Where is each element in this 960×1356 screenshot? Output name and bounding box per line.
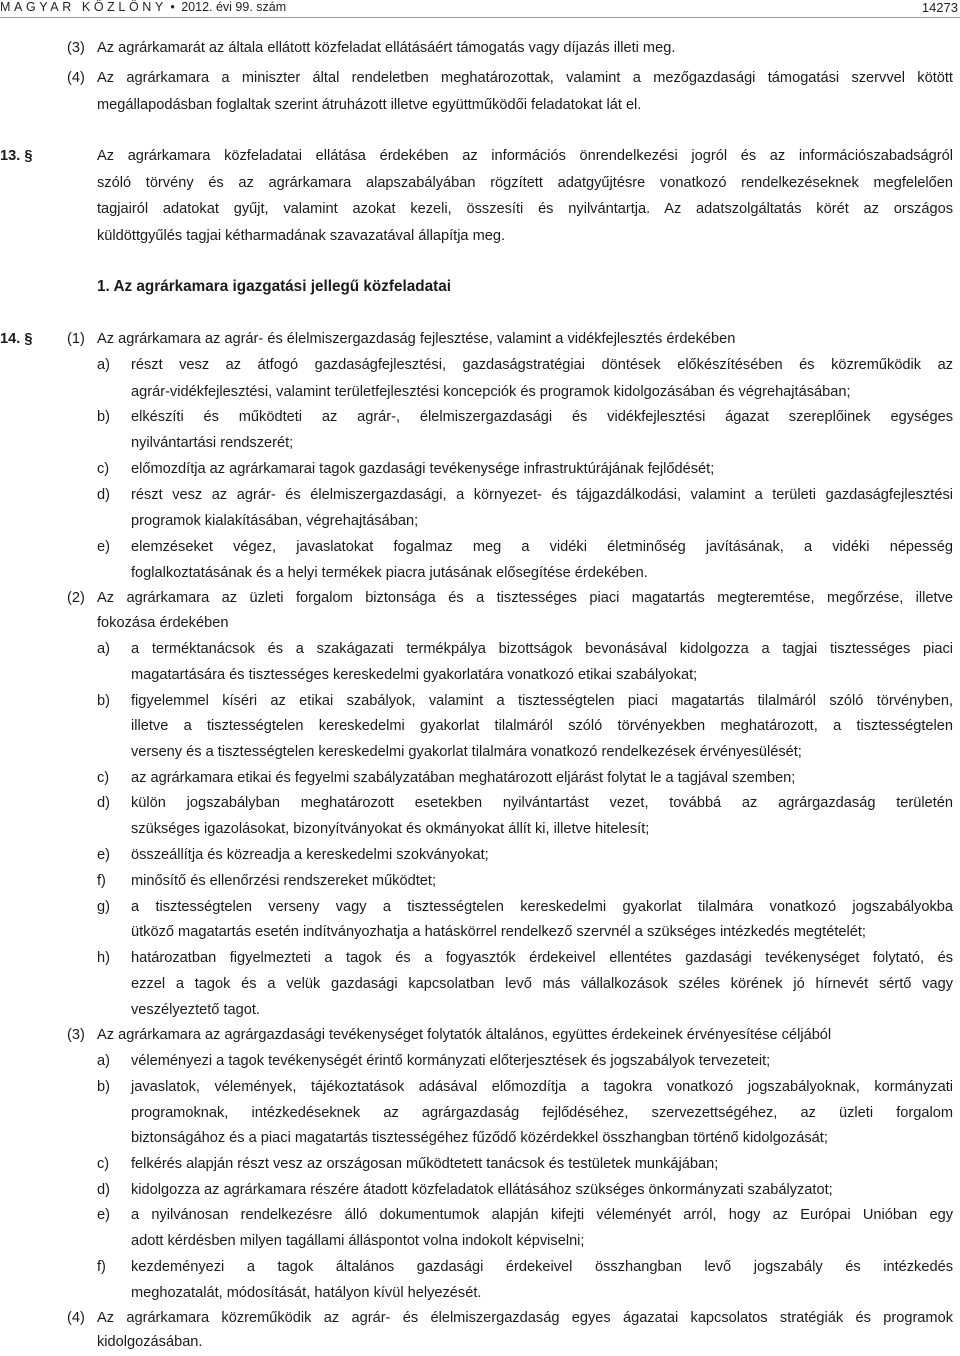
paragraph-label: (2) [67,590,85,606]
item-line: kezdeményezi a tagok általános gazdasági érdekeivel összhangban levő jogszabály és intézkedés [131,1259,953,1275]
item-line: figyelemmel kíséri az etikai szabályok, valamint a tisztességtelen piaci magatartás tilalmáról szóló törvényben, [131,693,953,709]
item-line: programoknak, intézkedéseknek az agrárgazdaság fejlődéséhez, szervezettségéhez, az üzleti forgalom [131,1105,953,1121]
page-number: 14273 [921,0,958,15]
paragraph-label: (4) [67,70,85,86]
chapter-heading: 1. Az agrárkamara igazgatási jellegű közfeladatai [97,278,451,295]
item-line: külön jogszabályban meghatározott esetekben nyilvántartást vezet, továbbá az agrárgazdaság területén [131,795,953,811]
item-label: d) [97,795,110,811]
paragraph-label: (4) [67,1310,85,1326]
paragraph-label: (3) [67,1027,85,1043]
section-line: szóló törvény és az agrárkamara alapszabályában rögzített adatgyűjtésre vonatkozó rendelkezéseknek megfelelően [97,175,953,191]
paragraph-intro: Az agrárkamara az agrárgazdasági tevékenységet folytatók általános, együttes érdekeinek érvényesítése céljából [97,1027,832,1043]
item-line: agrár-vidékfejlesztési, valamint területfejlesztési koncepciók és programok kidolgozásában és végrehajtásában; [131,384,851,400]
item-line: nyilvántartási rendszerét; [131,435,294,451]
item-label: e) [97,539,110,555]
paragraph-line: Az agrárkamara közreműködik az agrár- és élelmiszergazdaság egyes ágazatai kapcsolatos stratégiák és programok [97,1310,953,1326]
item-label: b) [97,409,110,425]
item-line: ütköző magatartás esetén indítványozhatja a hatáskörrel rendelkező szervnél a szükséges intézkedés megtételét; [131,924,866,940]
paragraph-label: (3) [67,40,85,56]
item-line: verseny és a tisztességtelen kereskedelmi gyakorlat tilalmára vonatkozó rendelkezések érvényesülését; [131,744,802,760]
item-line: veszélyeztető tagot. [131,1002,260,1018]
item-label: f) [97,1259,106,1275]
item-line: elemzéseket végez, javaslatokat fogalmaz meg a vidéki életminőség javításának, a vidéki népesség [131,539,953,555]
paragraph-label: (1) [67,331,85,347]
issue-info: 2012. évi 99. szám [181,0,287,14]
item-label: g) [97,899,110,915]
section-line: küldöttgyűlés tagjai kétharmadának szavazatával állapítja meg. [97,228,506,244]
item-label: b) [97,693,110,709]
item-line: összeállítja és közreadja a kereskedelmi szokványokat; [131,847,489,863]
paragraph-intro: Az agrárkamara az agrár- és élelmiszergazdaság fejlesztése, valamint a vidékfejlesztés érdekében [97,331,736,347]
item-line: részt vesz az agrár- és élelmiszergazdasági, a környezet- és tájgazdálkodási, valamint a területi gazdaságfejlesztési [131,487,953,503]
page-header [0,0,960,16]
section-line: tagjairól adatokat gyűjt, valamint azokat kezeli, összesíti és nyilvántartja. Az adatszolgáltatás körét az országos [97,201,953,217]
item-line: szükséges igazolásokat, bizonyítványokat és okmányokat állít ki, illetve hitelesít; [131,821,650,837]
section-label: 13. § [0,148,33,164]
item-label: a) [97,357,110,373]
item-label: h) [97,950,110,966]
item-line: minősítő és ellenőrzési rendszereket működtet; [131,873,436,889]
paragraph-text: Az agrárkamarát az általa ellátott közfeladat ellátásáért támogatás vagy díjazás illeti meg. [97,40,676,56]
item-line: ezzel a tagok és a velük gazdasági kapcsolatban levő más vállalkozások széles körének jó hírnevét sértő vagy [131,976,953,992]
item-label: a) [97,1053,110,1069]
item-line: biztonságához és a piaci magatartás tisztességéhez fűződő közérdekkel összhangban történő kidolgozását; [131,1130,828,1146]
item-line: határozatban figyelmezteti a tagok és a fogyasztók érdekeivel ellentétes gazdasági tevékenységet folytató, és [131,950,953,966]
paragraph-line: megállapodásban foglaltak szerint átruházott illetve együttműködői feladatokat lát el. [97,97,642,113]
item-line: véleményezi a tagok tevékenységét érintő kormányzati előterjesztések és jogszabályok tervezeteit; [131,1053,771,1069]
header-bullet: • [170,0,175,14]
header-divider [0,17,960,18]
section-line: Az agrárkamara közfeladatai ellátása érdekében az információs önrendelkezési jogról és az információszabadságról [97,148,953,164]
item-line: illetve a tisztességtelen kereskedelmi gyakorlat tilalmáról szóló törvényekben meghatározott, a tisztességtelen [131,718,953,734]
item-label: c) [97,461,110,477]
paragraph-intro: fokozása érdekében [97,615,229,631]
item-label: d) [97,1182,110,1198]
item-label: c) [97,1156,110,1172]
item-line: felkérés alapján részt vesz az országosan működtetett tanácsok és testületek munkájában; [131,1156,719,1172]
paragraph-line: kidolgozásában. [97,1334,203,1350]
item-line: adott kérdésben milyen tagállami álláspontot volna indokolt képviselni; [131,1233,585,1249]
item-line: kidolgozza az agrárkamara részére átadott közfeladatok ellátásához szükséges önkormányzati szabályzatot; [131,1182,833,1198]
item-line: az agrárkamara etikai és fegyelmi szabályzatában meghatározott eljárást folytat le a tagjával szemben; [131,770,796,786]
section-label: 14. § [0,331,33,347]
item-label: c) [97,770,110,786]
item-line: javaslatok, vélemények, tájékoztatások adásával előmozdítja a tagokra vonatkozó jogszabályoknak, kormányzati [131,1079,953,1095]
item-line: elkészíti és működteti az agrár-, élelmiszergazdasági és vidékfejlesztési ágazat szereplőinek egységes [131,409,953,425]
item-label: b) [97,1079,110,1095]
journal-title: MAGYAR KÖZLÖNY [0,0,167,14]
item-label: a) [97,641,110,657]
item-label: d) [97,487,110,503]
item-line: a terméktanácsok és a szakágazati termékpálya bizottságok bevonásával kidolgozza a tagjai tisztességes piaci [131,641,953,657]
item-line: meghozatalát, módosítását, hatályon kívül helyezését. [131,1285,482,1301]
item-line: a tisztességtelen verseny vagy a tisztességtelen kereskedelmi gyakorlat tilalmára vonatkozó jogszabályokba [131,899,953,915]
paragraph-line: Az agrárkamara a miniszter által rendeletben meghatározottak, valamint a mezőgazdasági támogatási szervvel kötött [97,70,953,86]
item-line: magatartására és tisztességes kereskedelmi gyakorlatára vonatkozó etikai szabályokat; [131,667,698,683]
item-line: előmozdítja az agrárkamarai tagok gazdasági tevékenysége infrastruktúrájának fejlődését; [131,461,715,477]
paragraph-intro: Az agrárkamara az üzleti forgalom biztonsága és a tisztességes piaci magatartás megteremtése, megőrzése, illetve [97,590,953,606]
item-label: e) [97,847,110,863]
item-line: foglalkoztatásának és a helyi termékek piacra jutásának elősegítése érdekében. [131,565,648,581]
header-journal-info [0,0,286,14]
item-label: f) [97,873,106,889]
item-label: e) [97,1207,110,1223]
item-line: a nyilvánosan rendelkezésre álló dokumentumok alapján kifejti véleményét arról, hogy az Európai Unióban egy [131,1207,953,1223]
item-line: programok kialakításában, végrehajtásában; [131,513,419,529]
item-line: részt vesz az átfogó gazdaságfejlesztési, gazdaságstratégiai döntések előkészítésében és közreműködik az [131,357,953,373]
